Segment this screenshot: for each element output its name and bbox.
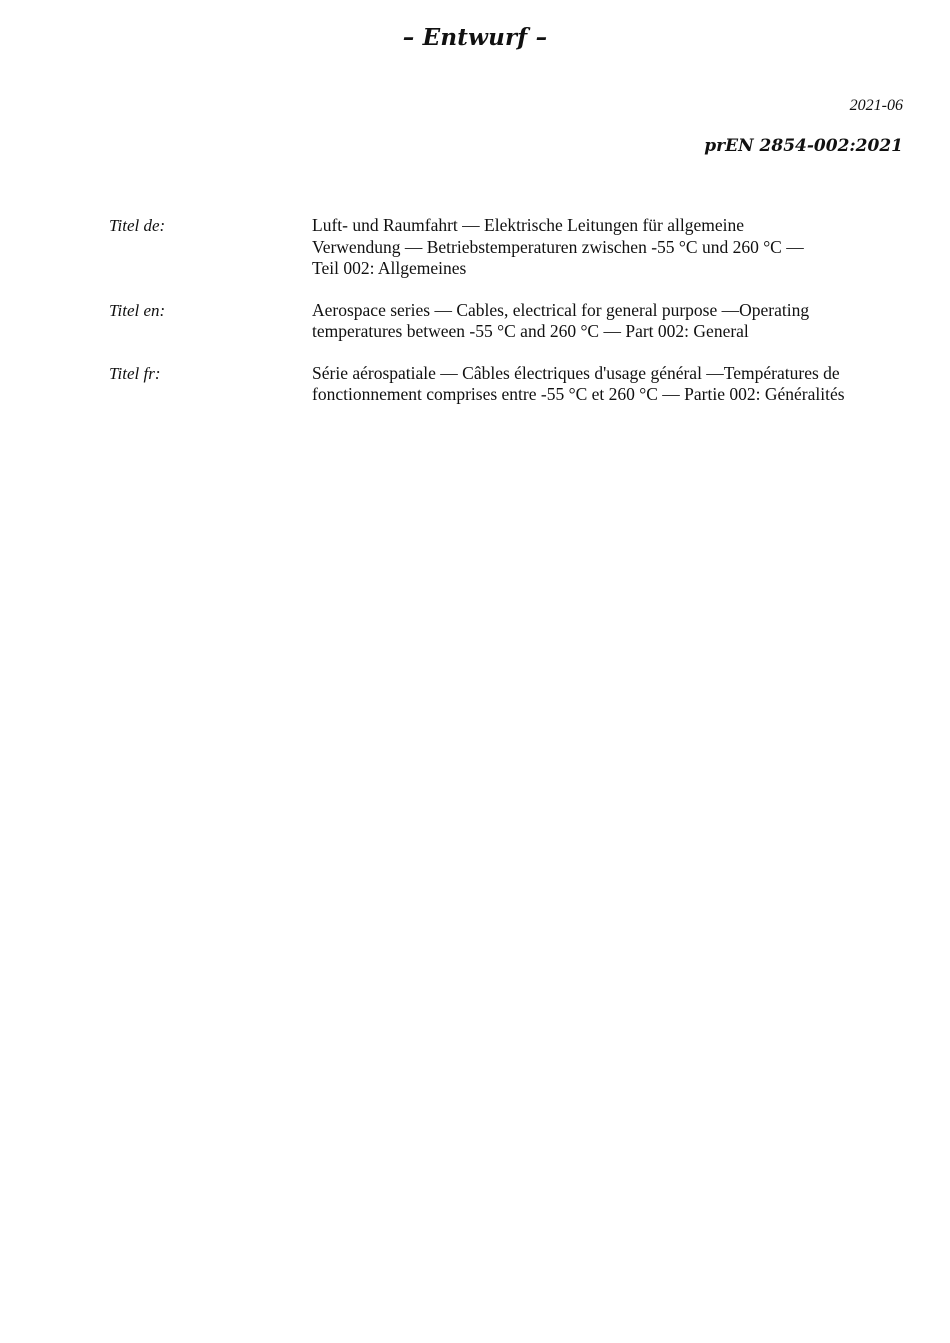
title-text-de	[312, 215, 909, 280]
title-row-en	[109, 300, 909, 343]
title-line: fonctionnement comprises entre -55 °C et 260 °C — Partie 002: Généralités	[312, 384, 845, 404]
title-label-fr: Titel fr:	[109, 363, 161, 383]
title-line: Luft- und Raumfahrt — Elektrische Leitungen für allgemeine	[312, 215, 745, 235]
title-line: Verwendung — Betriebstemperaturen zwischen -55 °C und 260 °C —	[312, 236, 804, 257]
document-date: 2021-06	[849, 97, 903, 114]
title-line: temperatures between -55 °C and 260 °C — Part 002: General	[312, 321, 749, 341]
title-text-fr	[312, 363, 909, 406]
title-line: Teil 002: Allgemeines	[312, 258, 467, 278]
title-label-de: Titel de:	[109, 216, 166, 235]
document-number: prEN 2854-002:2021	[704, 136, 903, 156]
title-line: Série aérospatiale — Câbles électriques d'usage général —Températures de	[312, 362, 840, 383]
title-row-de	[109, 215, 909, 280]
title-text-en	[312, 300, 909, 343]
title-label-en: Titel en:	[109, 300, 166, 320]
draft-heading: – Entwurf –	[402, 24, 548, 51]
title-block	[109, 215, 909, 426]
title-line: Aerospace series — Cables, electrical for general purpose —Operating	[312, 299, 810, 320]
title-row-fr	[109, 363, 909, 406]
